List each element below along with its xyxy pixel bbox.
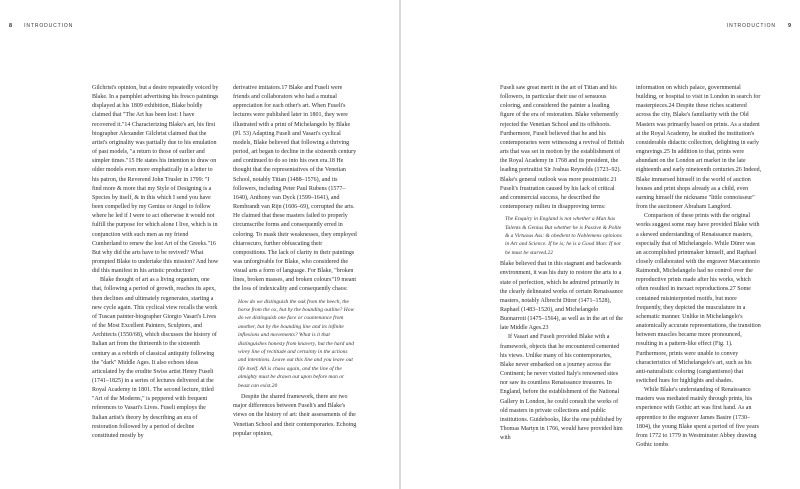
paragraph: information on which palace, governmental building, or hospital to visit in London in search for masterpieces.24 Despite these riches scattered across the city, Blake's familiarity with the Old Masters was primarily based on prints. As a student at the Royal Academy, he studied the institution's considerable didactic collection, delighting in early engravings.25 In addition to that, prints were abundant on the London art market in the late eighteenth and early nineteenth centuries.26 Indeed, Blake immersed himself in the world of auction houses and print shops already as a child, even earning himself the nickname "little connoisseur" from the auctioneer Abraham Langford. bbox=[636, 85, 762, 211]
paragraph: While Blake's understanding of Renaissance masters was mediated mainly through prints, his experience with Gothic art was first hand. As an apprentice to the engraver James Basire (1730–1804), the young Blake spent a period of five years from 1772 to 1779 in Westminster Abbey drawing Gothic tombs bbox=[636, 387, 759, 449]
left-page-number: 8 bbox=[9, 23, 13, 29]
right-column-2 bbox=[636, 84, 762, 450]
paragraph: Comparison of these prints with the original works suggest some may have provided Blake with a skewed understanding of Renaissance masters, especially that of Michelangelo. While Dürer was an accomplished printmaker himself, and Raphael closely collaborated with the engraver Marcantonio Raimondi, Michelangelo had no control over the reproductive prints made after his works, which often resulted in inexact reproductions.27 Some contained misinterpreted motifs, but more frequently, they depicted the musculature in a schematic manner. Unlike in Michelangelo's anatomically accurate representations, the transition between muscles became more pronounced, resulting in a pattern-like effect (Fig. 1). Furthermore, prints were unable to convey characteristics of Michelangelo's art, such as his anti-naturalistic coloring (cangiantismo) that switched hues for highlights and shades. bbox=[636, 213, 761, 384]
left-running-title: INTRODUCTION bbox=[24, 23, 74, 29]
right-page bbox=[401, 0, 800, 489]
paragraph: Gilchrist's opinion, but a desire repeatedly voiced by Blake. In a pamphlet advertising his fresco paintings displayed at his 1809 exhibition, Blake boldly claimed that "The Art has been lost: I have recovered it."14 Characterizing Blake's art, his first biographer Alexander Gilchrist claimed that the artist's originality was partially due to his emulation of past models, "a return to those of earlier and simpler times."15 He states his intention to draw on older models even more emphatically in a letter to his patron, the Reverend John Trusler in 1799: "I find more & more that my Style of Designing is a Species by itself, & in this which I send you have been compelled by my Genius or Angel to follow where he led if I were to act otherwise it would not fulfill the purpose for which alone I live, which is in conjunction with such men as my friend Cumberland to renew the lost Art of the Greeks."16 But why did the arts have to be revived? What prompted Blake to undertake this mission? And how did this manifest in his artistic production? bbox=[92, 85, 219, 275]
paragraph: Blake thought of art as a living organism, one that, following a period of growth, reaches its apex, then declines and ultimately regenerates, starting a new cycle again. This cyclical view recalls the work of Tuscan painter-biographer Giorgio Vasari's Lives of the Most Excellent Painters, Sculptors, and Architects (1550/68), which discusses the history of Italian art from the thirteenth to the sixteenth century as a rebirth of classical antiquity following the "dark" Middle Ages. It also echoes ideas articulated by the erudite Swiss artist Henry Fuseli (1741–1825) in a series of lectures delivered at the Royal Academy in 1801. The second lecture, titled "Art of the Moderns," is peppered with frequent references to Vasari's Lives. Fuseli employs the Italian artist's theory by describing an era of restoration followed by a period of decline constituted mostly by bbox=[92, 277, 218, 439]
paragraph: derivative imitators.17 Blake and Fuseli were friends and collaborators who had a mutual appreciation for each other's art. When Fuseli's lectures were published later in 1801, they were illustrated with a print of Michelangelo by Blake (Pl. 53) Adapting Fuseli and Vasari's cyclical models, Blake believed that following a thriving period, art began to decline in the sixteenth century and continued to do so into his own era.18 He thought that the representatives of the Venetian School, notably Titian (1488–1576), and its followers, including Peter Paul Rubens (1577–1640), Anthony van Dyck (1599–1641), and Rembrandt van Rijn (1606–69), corrupted the arts. He claimed that these masters failed to properly circumscribe forms and consequently erred in coloring. To mask their weaknesses, they employed chiaroscuro, further obfuscating their compositions. The lack of clarity in their paintings was unforgivable for Blake, who considered the visual arts a form of language. For Blake, "broken lines, broken masses, and broken colours"19 meant the loss of indexicality and consequently chaos: bbox=[233, 85, 357, 293]
paragraph: Fuseli saw great merit in the art of Titian and his followers, in particular their use of sensuous coloring, and considered the painter a leading figure of the era of restoration. Blake vehemently rejected the Venetian School and its offshoots. Furthermore, Fuseli believed that he and his contemporaries were witnessing a revival of British arts that was set in motion by the establishment of the Royal Academy in 1768 and its president, the leading portraitist Sir Joshua Reynolds (1723–92). Blake's general outlook was more pessimistic.21 Fuseli's frustration caused by his lack of critical and commercial success, he described the contemporary milieu in disapproving terms: bbox=[500, 85, 624, 211]
paragraph: Despite the shared framework, there are two major differences between Fuseli's and Blake's views on the history of art: their assessments of the Venetian School and their contemporaries. Echoing popular opinion, bbox=[233, 394, 357, 437]
paragraph: Blake believed that in this stagnant and backwards environment, it was his duty to restore the arts to a state of perfection, which he admired primarily in the clearly delineated works of certain Renaissance masters, notably Albrecht Dürer (1471–1528), Raphael (1483–1520), and Michelangelo Buonarroti (1475–1564), as well as in the art of the late Middle Ages.23 bbox=[500, 261, 623, 332]
left-column-1 bbox=[92, 84, 219, 441]
left-running-head bbox=[9, 23, 73, 29]
paragraph: If Vasari and Fuseli provided Blake with a framework, objects that he encountered cemented his views. Unlike many of his contemporaries, Blake never embarked on a journey across the Continent; he never visited Italy's renowned sites nor saw its countless Renaissance treasures. In England, before the establishment of the National Gallery in London, he could consult the works of old masters in private collections and public institutions. Guidebooks, like the one published by Thomas Martyn in 1766, would have provided him with bbox=[500, 334, 623, 442]
block-quote: The Enquiry in England is not whether a Man has Talents & Genius But whether he is Passive & Polite & a Virtuous Ass: & obedient to Noblemens opinions in Art and Science. If he is; he is a Good Man: If not he must be starved.22 bbox=[505, 216, 622, 256]
right-page-number: 9 bbox=[787, 23, 791, 29]
right-column-1 bbox=[500, 84, 624, 443]
right-running-title: INTRODUCTION bbox=[726, 23, 776, 29]
right-running-head bbox=[727, 23, 791, 29]
left-page bbox=[0, 0, 399, 489]
left-column-2 bbox=[233, 84, 357, 439]
block-quote: How do we distinguish the oak from the beech, the horse from the ox, but by the bounding outline? How do we distinguish one face or countenance from another, but by the bounding line and its infinite inflexions and movements? What is it that distinguishes honesty from knavery, but the hard and wirey line of rectitude and certainty in the actions and intentions. Leave out this line and you leave out life itself. All is chaos again, and the line of the almighty must be drawn out upon before man or beast can exist.20 bbox=[238, 298, 355, 389]
